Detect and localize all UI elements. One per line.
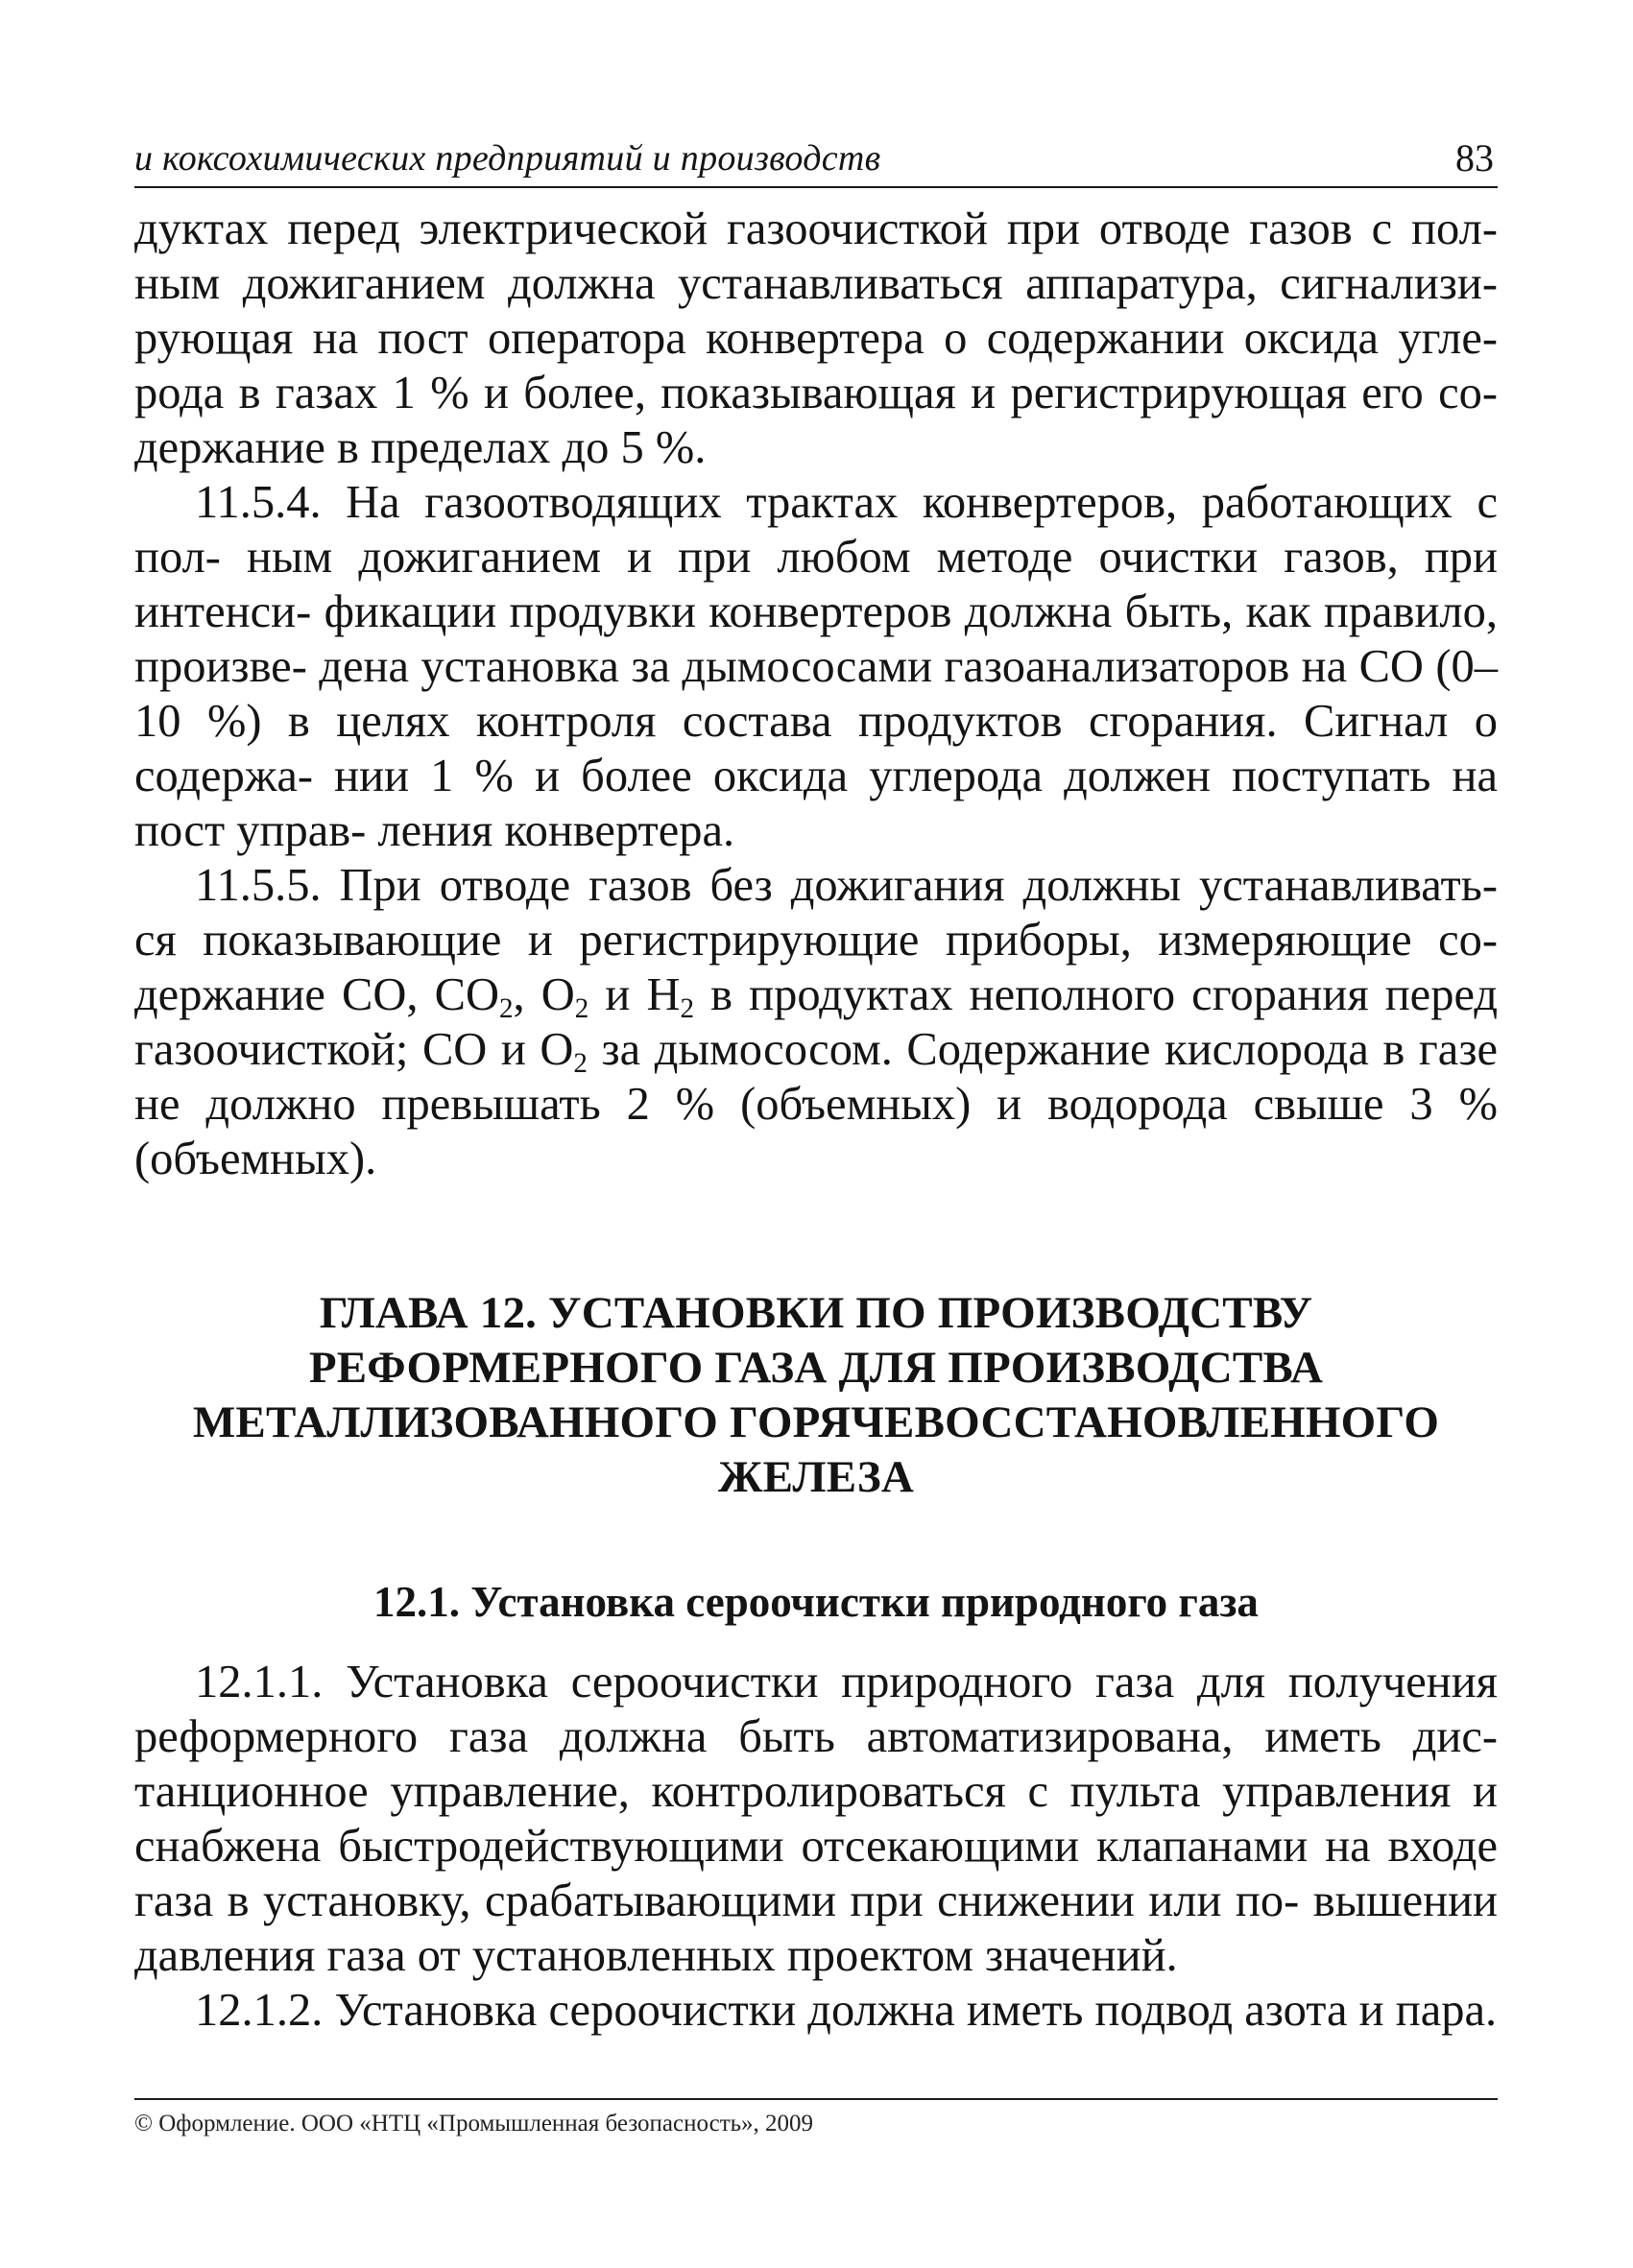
subscript: 2 bbox=[573, 1048, 588, 1080]
text-segment: и Н bbox=[588, 969, 681, 1020]
text-line: и снабжена быстродействующими отсекающими клапанами на bbox=[134, 1766, 1498, 1872]
chapter-title-line: ЖЕЛЕЗА bbox=[717, 1452, 915, 1502]
text-segment: , О bbox=[513, 969, 575, 1020]
text-line: держание в пределах до 5 %. bbox=[134, 422, 707, 473]
footer-divider bbox=[134, 2098, 1498, 2100]
chapter-title bbox=[134, 1286, 1498, 1505]
paragraph-12-1-1 bbox=[134, 1655, 1498, 1983]
text-segment: газоочисткой; СО и О bbox=[134, 1024, 574, 1075]
text-line: фикации продувки конвертеров должна быть, как правило, произве- bbox=[134, 586, 1499, 692]
text-line: входе газа в установку, срабатывающими при снижении или по- bbox=[134, 1821, 1498, 1926]
running-header-title: и коксохимических предприятий и производств bbox=[134, 138, 881, 179]
text-line: (объемных). bbox=[134, 1134, 377, 1184]
subscript: 2 bbox=[680, 993, 695, 1025]
text-line: 12.1.1. Установка сероочистки природного газа для получения bbox=[195, 1657, 1498, 1707]
text-line: 11.5.4. На газоотводящих трактах конвертеров, работающих с пол- bbox=[134, 477, 1498, 583]
text-segment: за дымососом. Содержание кислорода в газе bbox=[587, 1024, 1498, 1075]
text-line: 11.5.5. При отводе газов без дожигания должны устанавливать- bbox=[195, 860, 1498, 911]
subscript: 2 bbox=[498, 993, 514, 1025]
running-header bbox=[134, 123, 1498, 188]
paragraph-12-1-2 bbox=[134, 1983, 1498, 2038]
text-line: вышении давления газа от установленных проектом значений. bbox=[134, 1875, 1498, 1981]
footer-copyright: © Оформление. ООО «НТЦ «Промышленная безопасность», 2009 bbox=[134, 2111, 814, 2137]
text-line: рода в газах 1 % и более, показывающая и регистрирующая его со- bbox=[134, 368, 1498, 418]
text-line: танционное управление, контролироваться с пульта управления bbox=[134, 1766, 1452, 1817]
text-line: целях контроля состава продуктов сгорания. Сигнал о содержа- bbox=[134, 696, 1499, 801]
text-line: дуктах перед электрической газоочисткой при отводе газов с пол- bbox=[134, 203, 1498, 254]
text-line: реформерного газа должна быть автоматизирована, иметь дис- bbox=[134, 1711, 1498, 1762]
body-text bbox=[134, 202, 1498, 2038]
text-line: ления конвертера. bbox=[377, 805, 735, 856]
text-segment: держание СО, СО bbox=[134, 969, 499, 1020]
chapter-title-line: ГЛАВА 12. УСТАНОВКИ ПО ПРОИЗВОДСТВУ bbox=[319, 1288, 1313, 1338]
subscript: 2 bbox=[574, 993, 589, 1025]
text-line: ным дожиганием должна устанавливаться аппаратура, сигнализи- bbox=[134, 258, 1498, 309]
text-line: рующая на пост оператора конвертера о содержании оксида угле- bbox=[134, 313, 1498, 364]
paragraph-continuation bbox=[134, 202, 1498, 475]
paragraph-11-5-5 bbox=[134, 858, 1498, 1186]
text-line: дена установка за дымососами газоанализаторов на СО (0–10 %) в bbox=[134, 641, 1498, 747]
text-line: нии 1 % и более оксида углерода должен поступать на пост управ- bbox=[134, 751, 1498, 856]
text-line: не должно превышать 2 % (объемных) и водорода свыше 3 % bbox=[134, 1079, 1498, 1130]
chapter-title-line: МЕТАЛЛИЗОВАННОГО ГОРЯЧЕВОССТАНОВЛЕННОГО bbox=[192, 1397, 1440, 1447]
section-title: 12.1. Установка сероочистки природного газа bbox=[373, 1578, 1259, 1626]
chapter-title-line: РЕФОРМЕРНОГО ГАЗА ДЛЯ ПРОИЗВОДСТВА bbox=[308, 1343, 1324, 1393]
text-line: ным дожиганием и при любом методе очистки газов, при интенси- bbox=[134, 532, 1499, 637]
page-number: 83 bbox=[1455, 136, 1494, 179]
text-segment: в продуктах неполного сгорания перед bbox=[694, 969, 1499, 1020]
text-line: 12.1.2. Установка сероочистки должна иметь подвод азота и пара. bbox=[195, 1985, 1498, 2036]
text-line: ся показывающие и регистрирующие приборы, измеряющие со- bbox=[134, 915, 1498, 966]
paragraph-11-5-4 bbox=[134, 475, 1498, 858]
